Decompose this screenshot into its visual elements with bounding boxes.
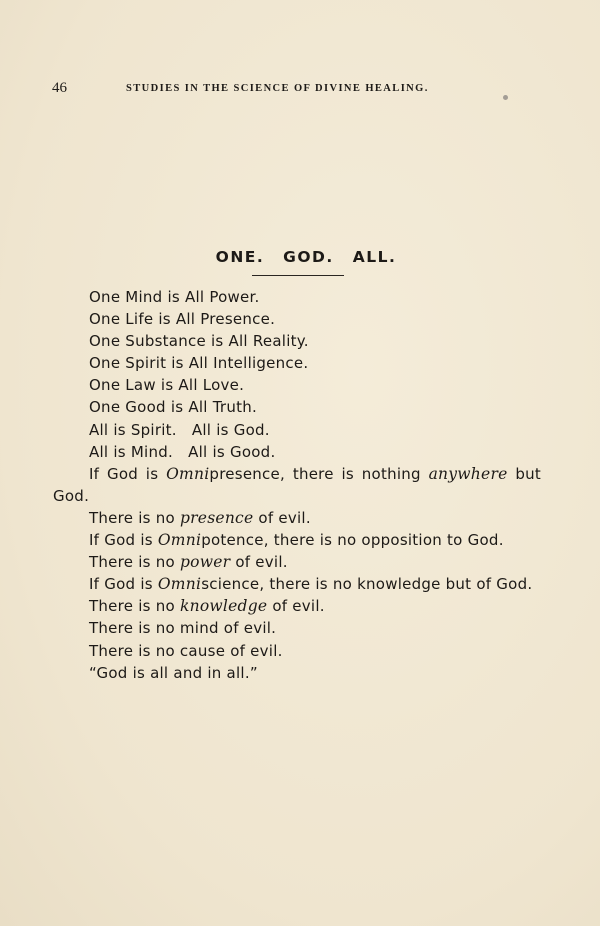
paragraph-omniscience: If God is Omniscience, there is no knowledge but of God.: [89, 575, 533, 594]
text-line: One Substance is All Reality.: [89, 332, 309, 351]
text-line: There is no presence of evil.: [89, 508, 311, 527]
text-line: There is no knowledge of evil.: [89, 597, 325, 616]
paragraph-omnipresence: If God is Omnipresence, there is nothing anywhere but God.: [53, 464, 541, 505]
text-line: There is no cause of evil.: [89, 641, 283, 660]
text-line: “God is all and in all.”: [89, 663, 258, 682]
text-line: All is Mind. All is Good.: [89, 442, 276, 461]
title-underline: [252, 275, 344, 276]
text-line: All is Spirit. All is God.: [89, 420, 270, 439]
text-line: There is no mind of evil.: [89, 619, 277, 638]
text-line: One Mind is All Power.: [89, 288, 260, 306]
ink-speck: [503, 95, 508, 100]
paragraph-omnipotence: If God is Omnipotence, there is no opposition to God.: [89, 531, 504, 550]
text-line: One Life is All Presence.: [89, 310, 276, 329]
text-line: One Law is All Love.: [89, 376, 245, 395]
text-line: One Spirit is All Intelligence.: [89, 354, 309, 373]
running-head: STUDIES IN THE SCIENCE OF DIVINE HEALING.: [126, 83, 429, 94]
body-text: [53, 286, 541, 684]
section-title: ONE. GOD. ALL.: [215, 248, 397, 266]
page-header: [52, 80, 522, 100]
page-number: 46: [52, 80, 67, 96]
text-line: There is no power of evil.: [89, 553, 288, 572]
text-line: One Good is All Truth.: [89, 398, 257, 417]
